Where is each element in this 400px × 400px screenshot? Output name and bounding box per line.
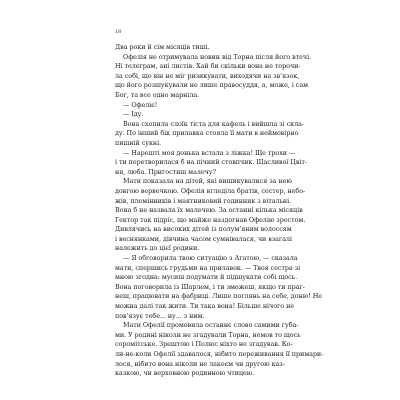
text-line: жів, племінників і маятниковий годинник з вітальні.	[115, 196, 292, 205]
text-line: ми. У родині ніколи не згадували Торна, немов то щось	[115, 330, 301, 339]
text-line: що його розшукували не лише правосуддя, а, може, і сам	[115, 81, 308, 90]
text-line: мною згодна: мусиш подумати й підшукати собі щось.	[115, 273, 298, 282]
text-line: Вона поговорила із Шарлем, і ти зможеш, якщо ти праг-	[115, 282, 305, 291]
paragraph	[115, 101, 288, 111]
text-line: Два роки й сім місяців тиші.	[115, 43, 210, 51]
paragraph	[115, 321, 324, 379]
text-line: пишній сукні.	[115, 138, 162, 147]
text-line: неш, працювати на фабриці. Лише поглянь на себе, доню! Не	[115, 292, 322, 301]
body-text	[115, 43, 324, 379]
paragraph	[115, 43, 288, 53]
text-line: Офелія не отримувала новин від Торна після його втечі.	[123, 52, 312, 61]
page-number: 18	[115, 29, 122, 35]
text-line: Дивлячись на високих дітей із полум’яним волоссям	[115, 225, 292, 234]
text-line: — Офеліє!	[123, 100, 158, 109]
text-line: мати, спершись грудьми на прилавок. — Твоя сестра зі	[115, 263, 301, 272]
text-line: казкою, чи верховною родинною чтицею.	[115, 369, 255, 378]
text-line: лося, нібито вона ніколи не лакеєм чи другою каз-	[115, 359, 285, 368]
text-line: Ні телеграм, ані листів. Хай би скільки вона не торочи-	[115, 62, 301, 71]
text-line: Гектор так підріс, що майже наздогнав Офелію зростом.	[115, 215, 306, 224]
text-line: Мати Офелії промовила останнє слово самими губа-	[123, 321, 299, 330]
text-line: і ти перетворилася б на пічний стовпчик. Щасливої Цвіт-	[115, 158, 308, 167]
paragraph	[115, 110, 288, 120]
text-line: довгою вервечкою. Офелія вгледіла братів, сестер, небо-	[115, 186, 306, 195]
text-line: соромітське. Зрештою і Полюс ніхто не згадував. Ко-	[115, 340, 293, 349]
text-line: ли-не-коли Офелії здавалося, нібито переживання її примари-	[115, 350, 324, 358]
text-line: можна далі так жити. Ти така вона! Більше нічого не	[115, 302, 295, 311]
text-line: ня, люба. Пригостиш малечу?	[115, 167, 216, 176]
text-line: Вона схопила слоїк тіста для кафель і вийшла зі скла-	[123, 119, 304, 128]
text-line: і веснянками, дівчина часом сумнівалася, чи взагалі	[115, 234, 292, 243]
paragraph	[115, 148, 308, 178]
text-line: ла собі, що він не міг ризикувати, виходячи на зв’язок,	[115, 71, 300, 80]
paragraph	[115, 177, 306, 254]
text-line: Мати показала на дітей, які вишикувалися за нею	[123, 177, 292, 186]
text-line: Бог, та все одно марніла.	[115, 90, 200, 99]
text-line: — Іду.	[123, 110, 144, 119]
text-line: Вона б не назвала їх малечею. За останні кілька місяців	[115, 206, 303, 215]
text-line: — Я обговорила твою ситуацію з Агатою, — сказала	[123, 254, 298, 263]
text-line: належить до цієї родини.	[115, 244, 200, 253]
paragraph	[115, 119, 304, 149]
text-line: — Нарешті моя донька встала з ліжка! Ще трохи —	[123, 148, 296, 157]
text-line: ду. По інший бік прилавка стояла її мати в неймовірно	[115, 129, 299, 138]
text-line: пов’язує тебе... ну... з ним.	[115, 311, 205, 320]
paragraph	[115, 52, 312, 101]
paragraph	[115, 254, 322, 321]
